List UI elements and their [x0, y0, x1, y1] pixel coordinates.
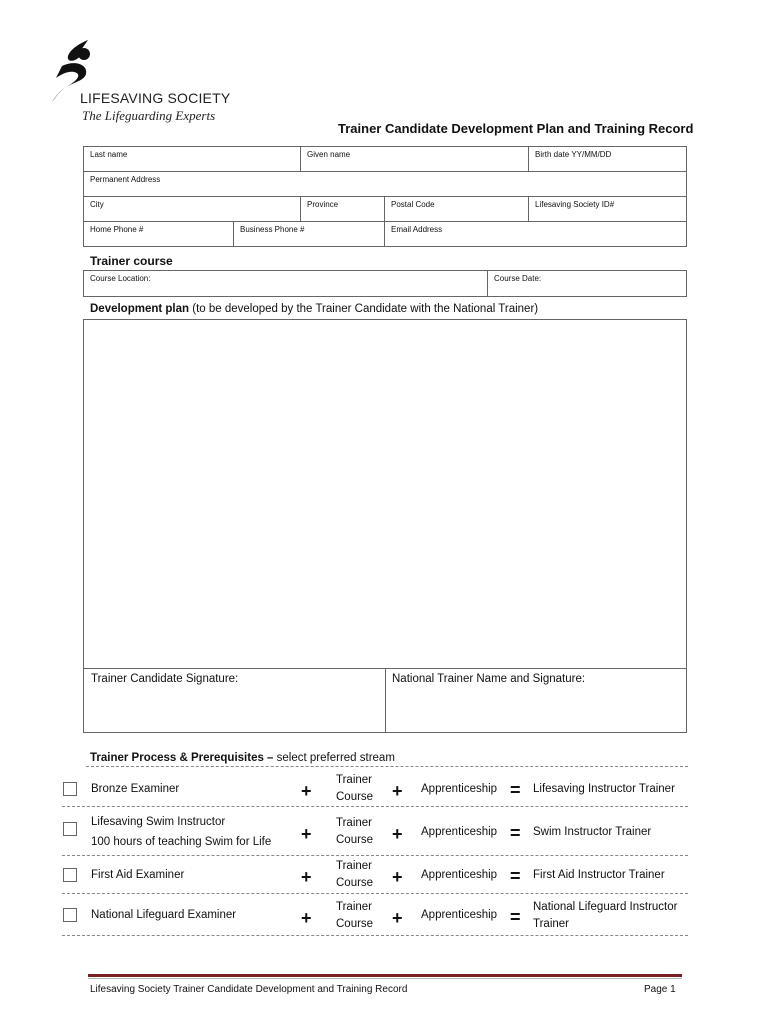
result-label: National Lifeguard Instructor — [533, 901, 678, 913]
last-name-field[interactable]: Last name — [84, 147, 301, 172]
trainer-course-form — [83, 270, 687, 297]
equals-sign: = — [510, 907, 521, 927]
plus-sign: + — [301, 867, 312, 887]
trainer-course-label: Trainer — [336, 817, 372, 829]
trainer-course-label: Course — [336, 834, 374, 846]
prereq-label: Bronze Examiner — [91, 783, 180, 795]
plus-sign: + — [392, 824, 403, 844]
row-divider — [62, 855, 688, 856]
plus-sign: + — [392, 867, 403, 887]
plus-sign: + — [392, 908, 403, 928]
prereq-label: National Lifeguard Examiner — [91, 909, 237, 921]
prereq-label: 100 hours of teaching Swim for Life — [91, 836, 272, 848]
stream-checkbox-swim[interactable] — [63, 822, 77, 836]
course-date-field[interactable]: Course Date: — [488, 271, 687, 297]
footer-text: Lifesaving Society Trainer Candidate Development and Training Record — [90, 984, 408, 995]
plus-sign: + — [301, 824, 312, 844]
plus-sign: + — [301, 781, 312, 801]
prereq-label: First Aid Examiner — [91, 869, 185, 881]
postal-code-field[interactable]: Postal Code — [385, 197, 529, 222]
city-field[interactable]: City — [84, 197, 301, 222]
equals-sign: = — [510, 780, 521, 800]
trainer-course-heading: Trainer course — [90, 254, 173, 268]
process-divider — [86, 766, 688, 767]
email-address-field[interactable]: Email Address — [385, 222, 687, 247]
equals-sign: = — [510, 866, 521, 886]
trainer-course-label: Trainer — [336, 774, 372, 786]
trainer-course-label: Trainer — [336, 860, 372, 872]
logo-name: LIFESAVING SOCIETY — [80, 90, 231, 106]
result-label: Lifesaving Instructor Trainer — [533, 783, 675, 795]
candidate-signature-label: Trainer Candidate Signature: — [91, 673, 239, 685]
given-name-field[interactable]: Given name — [301, 147, 529, 172]
footer-rule — [88, 974, 682, 977]
stream-checkbox-bronze[interactable] — [63, 782, 77, 796]
row-divider — [62, 935, 688, 936]
apprenticeship-label: Apprenticeship — [421, 826, 498, 838]
result-label: Swim Instructor Trainer — [533, 826, 652, 838]
province-field[interactable]: Province — [301, 197, 385, 222]
document-title: Trainer Candidate Development Plan and Training Record — [338, 121, 694, 136]
logo-tagline: The Lifeguarding Experts — [82, 108, 216, 123]
stream-checkbox-first-aid[interactable] — [63, 868, 77, 882]
result-label: First Aid Instructor Trainer — [533, 869, 665, 881]
home-phone-field[interactable]: Home Phone # — [84, 222, 234, 247]
page-number: Page 1 — [644, 984, 676, 995]
trainer-course-label: Trainer — [336, 901, 372, 913]
plus-sign: + — [392, 781, 403, 801]
development-plan-textarea[interactable] — [83, 319, 687, 669]
permanent-address-field[interactable]: Permanent Address — [84, 172, 687, 197]
trainer-course-label: Course — [336, 791, 374, 803]
equals-sign: = — [510, 823, 521, 843]
apprenticeship-label: Apprenticeship — [421, 909, 498, 921]
development-plan-heading: Development plan (to be developed by the Trainer Candidate with the National Trainer) — [90, 303, 539, 315]
row-divider — [62, 893, 688, 894]
national-trainer-signature-box[interactable] — [385, 668, 687, 733]
candidate-signature-box[interactable] — [83, 668, 386, 733]
birth-date-field[interactable]: Birth date YY/MM/DD — [529, 147, 687, 172]
prereq-label: Lifesaving Swim Instructor — [91, 816, 226, 828]
national-trainer-signature-label: National Trainer Name and Signature: — [392, 673, 586, 685]
result-label: Trainer — [533, 918, 569, 930]
trainer-course-label: Course — [336, 918, 374, 930]
personal-info-form — [83, 146, 687, 247]
society-id-field[interactable]: Lifesaving Society ID# — [529, 197, 687, 222]
footer-rule-thin — [88, 978, 682, 979]
row-divider — [62, 806, 688, 807]
business-phone-field[interactable]: Business Phone # — [234, 222, 385, 247]
apprenticeship-label: Apprenticeship — [421, 783, 498, 795]
stream-checkbox-national-lifeguard[interactable] — [63, 908, 77, 922]
course-location-field[interactable]: Course Location: — [84, 271, 488, 297]
trainer-course-label: Course — [336, 877, 374, 889]
process-heading: Trainer Process & Prerequisites – select preferred stream — [90, 752, 395, 764]
plus-sign: + — [301, 908, 312, 928]
apprenticeship-label: Apprenticeship — [421, 869, 498, 881]
